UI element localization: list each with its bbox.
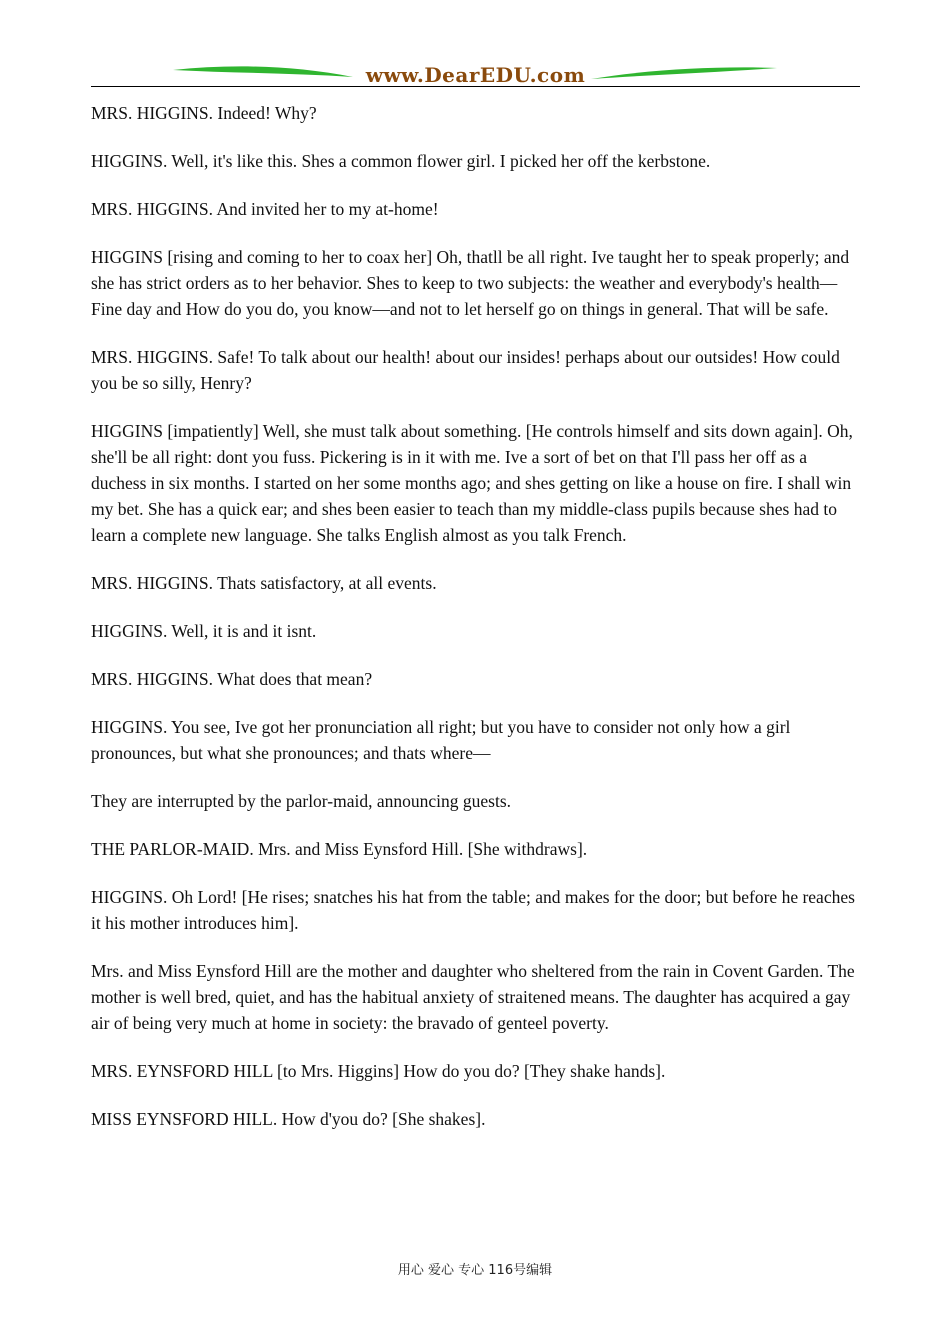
paragraph: THE PARLOR-MAID. Mrs. and Miss Eynsford Hill. [She withdraws]. <box>91 839 588 859</box>
paragraph: MRS. HIGGINS. Safe! To talk about our health! about our insides! perhaps about our outsides! How could you be so silly, Henry? <box>91 347 840 393</box>
paragraph: MRS. HIGGINS. And invited her to my at-home! <box>91 199 439 219</box>
document-body <box>91 100 863 1154</box>
paragraph: HIGGINS. Well, it is and it isnt. <box>91 621 317 641</box>
paragraph: MISS EYNSFORD HILL. How d'you do? [She shakes]. <box>91 1109 486 1129</box>
paragraph: HIGGINS. You see, Ive got her pronunciation all right; but you have to consider not only how a girl pronounces, but what she pronounces; and thats where— <box>91 717 791 763</box>
paragraph: They are interrupted by the parlor-maid, announcing guests. <box>91 791 511 811</box>
paragraph: MRS. HIGGINS. Thats satisfactory, at all events. <box>91 573 437 593</box>
site-logo-text: www.DearEDU.com <box>365 63 586 87</box>
page-footer: 用心 爱心 专心 116号编辑 <box>397 1263 553 1278</box>
paragraph: Mrs. and Miss Eynsford Hill are the mother and daughter who sheltered from the rain in Covent Garden. The mother is well bred, quiet, and has the habitual anxiety of straitened means. The daughter has acquired a gay air of being very much at home in society: the bravado of genteel poverty. <box>91 961 855 1033</box>
paragraph: HIGGINS. Oh Lord! [He rises; snatches his hat from the table; and makes for the door; but before he reaches it his mother introduces him]. <box>91 887 855 933</box>
paragraph: MRS. EYNSFORD HILL [to Mrs. Higgins] How do you do? [They shake hands]. <box>91 1061 666 1081</box>
paragraph: MRS. HIGGINS. Indeed! Why? <box>91 103 317 123</box>
header-divider <box>91 86 860 87</box>
paragraph: HIGGINS [rising and coming to her to coax her] Oh, thatll be all right. Ive taught her to speak properly; and she has strict orders as to her behavior. Shes to keep to two subjects: the weather and everybody's health—Fine day and How do you do, you know—and not to let herself go on things in general. That will be safe. <box>91 247 850 319</box>
paragraph: MRS. HIGGINS. What does that mean? <box>91 669 373 689</box>
paragraph: HIGGINS [impatiently] Well, she must talk about something. [He controls himself and sits down again]. Oh, she'll be all right: dont you fuss. Pickering is in it with me. Ive a sort of bet on that I'll pass her off as a duchess in six months. I started on her some months ago; and shes getting on like a house on fire. I shall win my bet. She has a quick ear; and shes been easier to teach than my middle-class pupils because shes had to learn a complete new language. She talks English almost as you talk French. <box>91 421 853 545</box>
page-header <box>91 60 860 90</box>
paragraph: HIGGINS. Well, it's like this. Shes a common flower girl. I picked her off the kerbstone. <box>91 151 711 171</box>
